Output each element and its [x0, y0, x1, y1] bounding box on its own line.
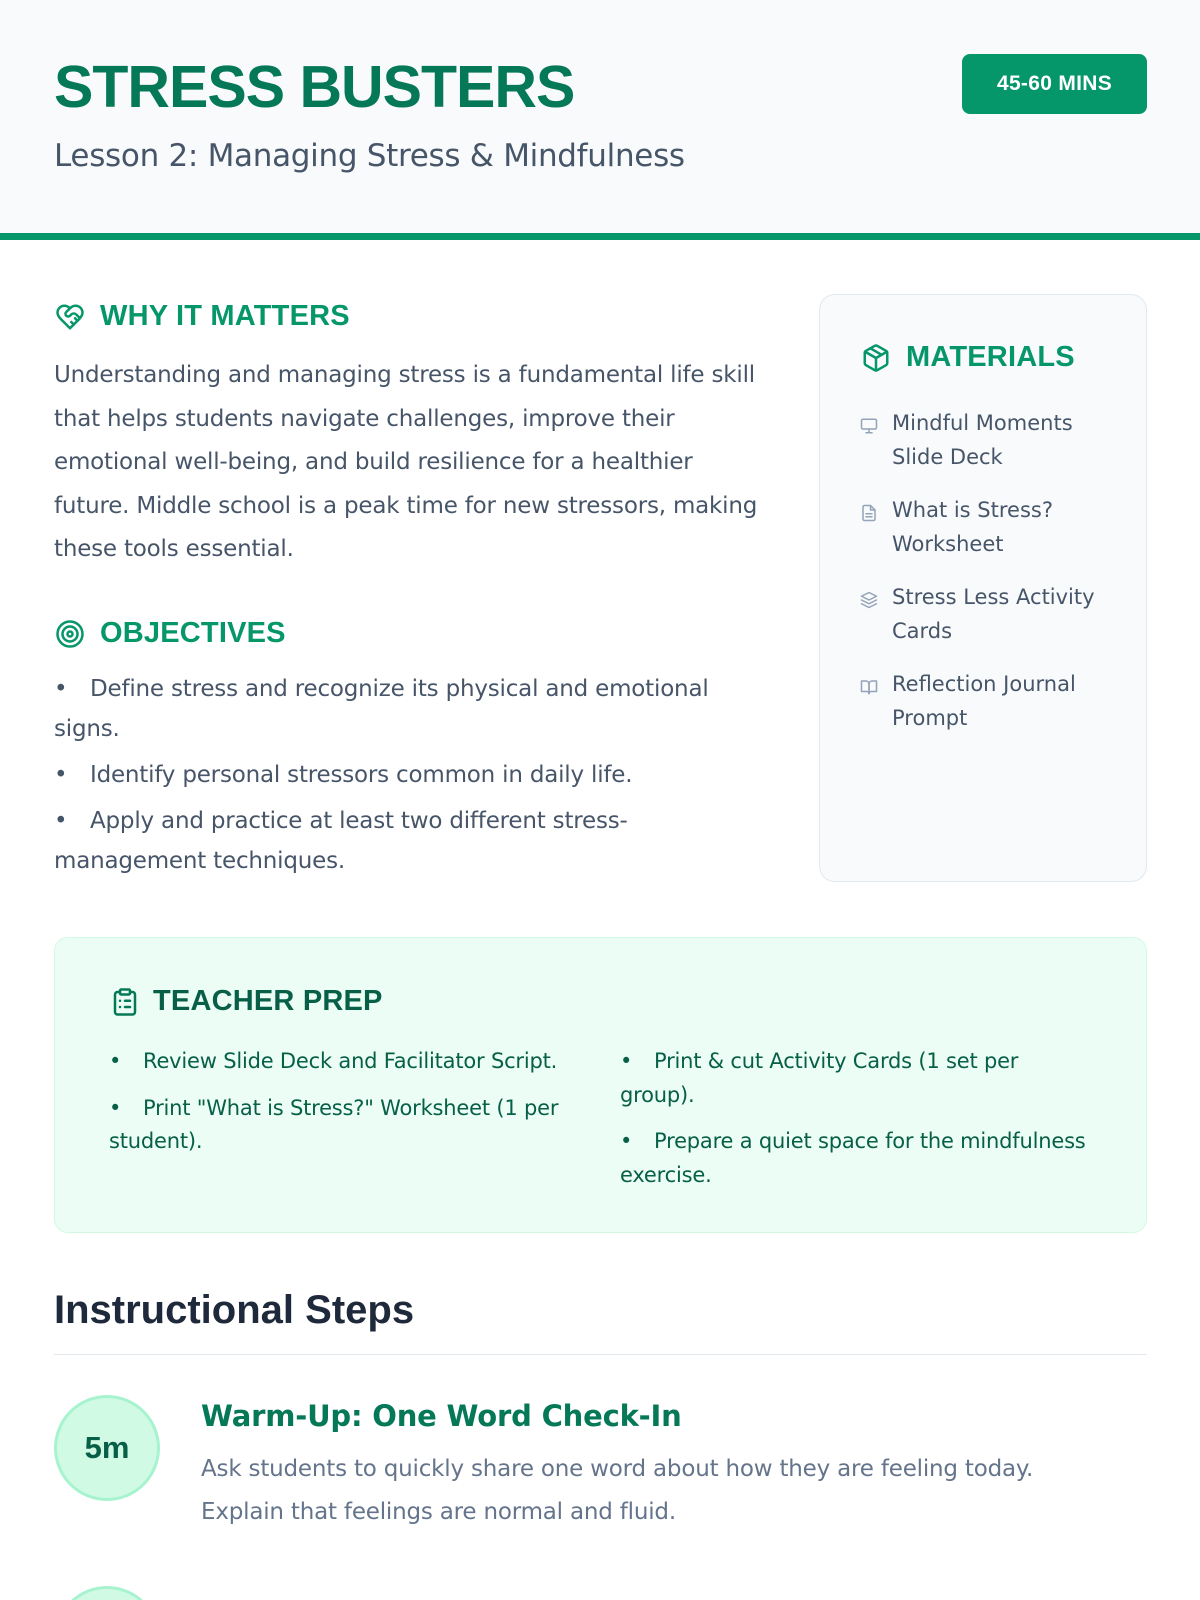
prep-item: • Print "What is Stress?" Worksheet (1 per student). — [109, 1095, 559, 1153]
presentation-icon — [860, 415, 878, 437]
header-accent-bar — [0, 233, 1200, 240]
book-open-icon — [860, 676, 878, 698]
objectives-heading — [54, 617, 286, 650]
materials-title: MATERIALS — [906, 341, 1075, 373]
teacher-prep-heading — [109, 985, 383, 1018]
why-it-matters-title: WHY IT MATTERS — [100, 300, 350, 332]
duration-badge: 45-60 MINS — [962, 54, 1147, 114]
page-title: STRESS BUSTERS — [54, 54, 575, 120]
teacher-prep-title: TEACHER PREP — [153, 985, 383, 1017]
material-item: Mindful Moments Slide Deck — [860, 407, 1120, 474]
objectives-list — [54, 669, 774, 887]
prep-item: • Print & cut Activity Cards (1 set per group). — [620, 1049, 1019, 1107]
step-duration-circle-next — [54, 1586, 160, 1600]
package-icon — [860, 342, 892, 374]
heart-handshake-icon — [54, 301, 86, 333]
steps-heading: Instructional Steps — [54, 1288, 415, 1332]
objective-item: • Define stress and recognize its physical and emotional signs. — [54, 676, 709, 742]
layers-icon — [860, 589, 878, 611]
materials-heading — [860, 341, 1075, 374]
materials-list — [860, 407, 1120, 755]
step-title: Warm-Up: One Word Check-In — [201, 1399, 682, 1433]
teacher-prep-list-left — [109, 1045, 579, 1172]
material-item: Reflection Journal Prompt — [860, 668, 1120, 735]
objective-item: • Identify personal stressors common in daily life. — [54, 762, 633, 788]
clipboard-list-icon — [109, 986, 141, 1018]
objectives-title: OBJECTIVES — [100, 617, 286, 649]
target-icon — [54, 618, 86, 650]
objective-item: • Apply and practice at least two different stress-management techniques. — [54, 808, 628, 874]
document-icon — [860, 502, 878, 524]
lesson-subtitle: Lesson 2: Managing Stress & Mindfulness — [54, 138, 685, 174]
prep-item: • Prepare a quiet space for the mindfulness exercise. — [620, 1129, 1086, 1187]
teacher-prep-list-right — [620, 1045, 1090, 1205]
step-description: Ask students to quickly share one word about how they are feeling today. Explain that feelings are normal and fluid. — [201, 1456, 1034, 1525]
material-item: Stress Less Activity Cards — [860, 581, 1120, 648]
step-duration-circle: 5m — [54, 1395, 160, 1501]
why-it-matters-heading — [54, 300, 350, 333]
divider — [54, 1354, 1147, 1355]
prep-item: • Review Slide Deck and Facilitator Script. — [109, 1049, 558, 1073]
why-it-matters-body: Understanding and managing stress is a fundamental life skill that helps students navigate challenges, improve their emotional well-being, and build resilience for a healthier future. Middle school is a peak time for new stressors, making these tools essential. — [54, 362, 758, 562]
material-item: What is Stress? Worksheet — [860, 494, 1120, 561]
